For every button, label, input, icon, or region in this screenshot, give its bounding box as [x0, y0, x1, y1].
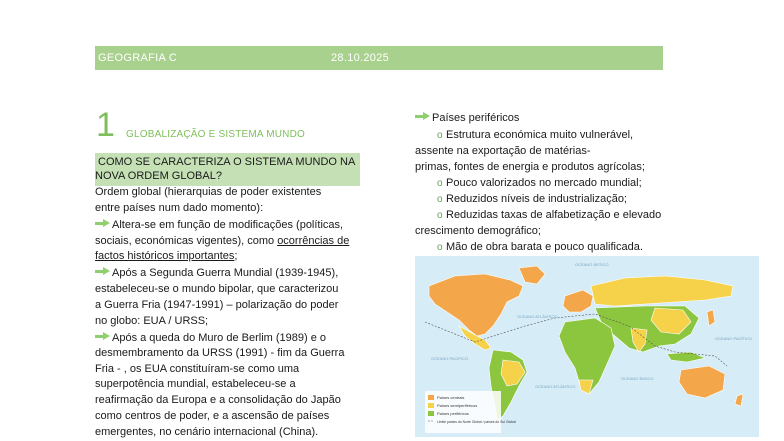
point-2-text-1: Após a Segunda Guerra Mundial (1939-1945),: [112, 267, 339, 279]
point-2-line-2: estabeleceu-se o mundo bipolar, que caracterizou: [95, 283, 339, 295]
point-1-line-3: [95, 249, 237, 264]
world-system-map: [415, 256, 759, 437]
bullet-2-text: Pouco valorizados no mercado mundial;: [446, 177, 642, 189]
ocean-label-atlantic-north: OCEANO ATLÂNTICO: [517, 314, 558, 319]
section-number: 1: [96, 106, 115, 144]
point-2-line-1: [95, 266, 338, 281]
point-1-underlined-1: ocorrências de: [277, 235, 350, 247]
point-3-text-1: Após a queda do Muro de Berlim (1989) e o: [112, 332, 327, 344]
ocean-label-pacific-west: OCEANO PACÍFICO: [715, 336, 753, 341]
definition-line-1: Ordem global (hierarquias de poder existentes: [95, 186, 322, 198]
bullet-3-text: Reduzidos níveis de industrialização;: [446, 193, 627, 205]
question-line-2: NOVA ORDEM GLOBAL?: [95, 170, 222, 182]
bullet-icon: o: [437, 242, 443, 253]
bullet-1-line-3: primas, fontes de energia e produtos agrícolas;: [415, 161, 645, 173]
ocean-label-indian: OCEANO ÍNDICO: [621, 376, 654, 381]
point-1-text-3: ;: [234, 250, 238, 262]
peripheral-heading: [415, 111, 519, 126]
definition-line-2: entre países num dado momento):: [95, 202, 264, 214]
bullet-3: [437, 192, 627, 207]
arrow-right-icon: [95, 267, 110, 276]
ocean-label-arctic: OCEANO ÁRTICO: [575, 262, 609, 267]
bullet-4-line-1: [437, 208, 661, 223]
arrow-right-icon: [415, 112, 430, 121]
question-line-1: COMO SE CARACTERIZA O SISTEMA MUNDO NA: [98, 156, 356, 168]
bullet-5: [437, 240, 643, 255]
subject-label: GEOGRAFIA C: [98, 52, 178, 64]
bullet-icon: o: [437, 178, 443, 189]
ocean-label-atlantic-south: OCEANO ATLÂNTICO: [535, 384, 576, 389]
point-2-line-4: no globo: EUA / URSS;: [95, 315, 209, 327]
legend-boundary-label: Limite países do Norte Global / países do Sul Global: [437, 420, 516, 424]
bullet-icon: o: [437, 194, 443, 205]
point-1-line-1: [95, 218, 343, 233]
legend-semi-label: Países semiperiféricos: [437, 403, 478, 408]
bullet-1-text-1: Estrutura económica muito vulnerável,: [446, 129, 634, 141]
arrow-right-icon: [95, 219, 110, 228]
bullet-4-line-2: crescimento demográfico;: [415, 225, 541, 237]
title-bar: [95, 46, 663, 70]
legend-swatch-semi: [428, 403, 434, 408]
point-3-line-4: superpotência mundial, estabeleceu-se a: [95, 378, 296, 390]
point-3-line-7: emergentes, no cenário internacional (China).: [95, 426, 319, 438]
point-3-line-2: desmembramento da URSS (1991) - fim da Guerra: [95, 347, 345, 359]
bullet-1-line-2: assente na exportação de matérias-: [415, 145, 591, 157]
legend-swatch-peripheral: [428, 411, 434, 416]
point-3-line-6: como centros de poder, e a ascensão de países: [95, 410, 330, 422]
bullet-icon: o: [437, 130, 443, 141]
peripheral-heading-text: Países periféricos: [432, 112, 520, 124]
point-1-line-2: [95, 234, 349, 249]
point-1-underlined-2: factos históricos importantes: [95, 250, 235, 262]
point-2-line-3: a Guerra Fria (1947-1991) – polarização do poder: [95, 299, 339, 311]
point-3-line-5: reafirmação da Europa e a consolidação do Japão: [95, 394, 341, 406]
point-1-text-1: Altera-se em função de modificações (políticas,: [112, 219, 344, 231]
point-3-line-1: [95, 331, 326, 346]
point-1-text-2: sociais, económicas vigentes), como: [95, 235, 278, 247]
legend-central-label: Países centrais: [437, 395, 465, 400]
legend-peripheral-label: Países periféricos: [437, 411, 469, 416]
point-3-line-3: Fria - , os EUA constituíram-se como uma: [95, 363, 300, 375]
bullet-1-line-1: [437, 128, 633, 143]
ocean-label-pacific-east: OCEANO PACÍFICO: [431, 356, 469, 361]
bullet-2: [437, 176, 642, 191]
arrow-right-icon: [95, 332, 110, 341]
bullet-4-text-1: Reduzidas taxas de alfabetização e elevado: [446, 209, 662, 221]
section-title: GLOBALIZAÇÃO E SISTEMA MUNDO: [126, 129, 305, 140]
legend-swatch-central: [428, 395, 434, 400]
bullet-icon: o: [437, 210, 443, 221]
bullet-5-text: Mão de obra barata e pouco qualificada.: [446, 241, 643, 253]
date-label: 28.10.2025: [331, 52, 390, 64]
